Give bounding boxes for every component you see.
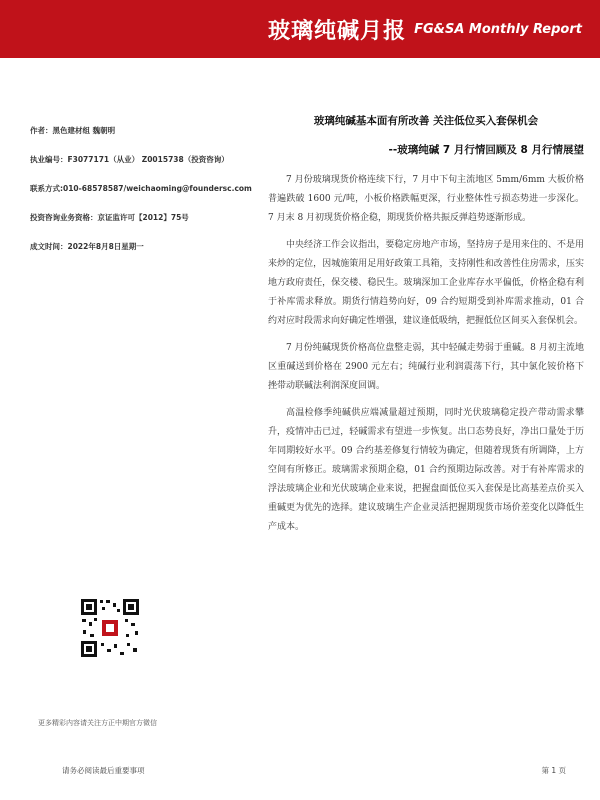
paragraph: 7 月份纯碱现货价格高位盘整走弱，其中轻碱走势弱于重碱。8 月初主流地区重碱送到价格在 2900 元左右；纯碱行业利润震荡下行，其中氯化铵价格下挫带动联碱法利润深度回调。 xyxy=(268,343,584,391)
paragraph: 高温检修季纯碱供应端减量超过预期，同时光伏玻璃稳定投产带动需求攀升，疫情冲击已过，轻碱需求有望进一步恢复。出口态势良好，净出口量处于历年同期较好水平。09 合约基差修复行情较为确定，但随着现货有所调降，上方空间有所修正。玻璃需求预期企稳，01 合约预期边际改善。对于有补库需求的浮法玻璃企业和光伏玻璃企业来说，把握盘面低位买入套保是比高基差点价买入重碱更为优先的选择。建议玻璃生产企业灵活把握期现货市场价差变化以降低生产成本。 xyxy=(268,408,584,532)
report-body xyxy=(268,113,584,545)
contact-line[interactable]: 联系方式:010-68578587/weichaoming@foundersc.com xyxy=(30,184,252,193)
paragraph: 中央经济工作会议指出，要稳定房地产市场，坚持房子是用来住的、不是用来炒的定位，因城施策用足用好政策工具箱，支持刚性和改善性住房需求，压实地方政府责任，保交楼、稳民生。玻璃深加工企业库存水平偏低，价格企稳有利于补库需求释放。期货行情趋势向好，09 合约短期受到补库需求推动，01 合约对应时段需求向好确定性增强，建议逢低吸纳，把握低位区间买入套保机会。 xyxy=(268,240,584,326)
author-info xyxy=(30,125,255,270)
date-line: 成文时间：2022年8月8日星期一 xyxy=(30,242,144,251)
banner-title-en: FG&SA Monthly Report xyxy=(414,21,582,37)
report-subtitle: --玻璃纯碱 7 月行情回顾及 8 月行情展望 xyxy=(388,144,584,156)
banner-title-cn: 玻璃纯碱月报 xyxy=(268,18,407,44)
report-banner xyxy=(0,0,600,58)
qualification-line: 投资咨询业务资格：京证监许可【2012】75号 xyxy=(30,213,189,222)
wechat-qr-code-icon xyxy=(80,598,140,658)
paragraph: 7 月份玻璃现货价格连续下行，7 月中下旬主流地区 5mm/6mm 大板价格普遍跌破 1600 元/吨，小板价格跌幅更深，行业整体性亏损态势进一步深化。7 月末 8 月初现货价格企稳，期现货价格共振反弹趋势逐渐形成。 xyxy=(268,175,584,223)
qr-caption: 更多精彩内容请关注方正中期官方微信 xyxy=(38,719,157,727)
report-title: 玻璃纯碱基本面有所改善 关注低位买入套保机会 xyxy=(313,115,539,127)
footer-disclaimer: 请务必阅读最后重要事项 xyxy=(62,766,145,775)
license-line: 执业编号：F3077171（从业） Z0015738（投资咨询） xyxy=(30,155,229,164)
page-number: 第 1 页 xyxy=(541,766,566,775)
author-line: 作者：黑色建材组 魏朝明 xyxy=(30,126,116,135)
